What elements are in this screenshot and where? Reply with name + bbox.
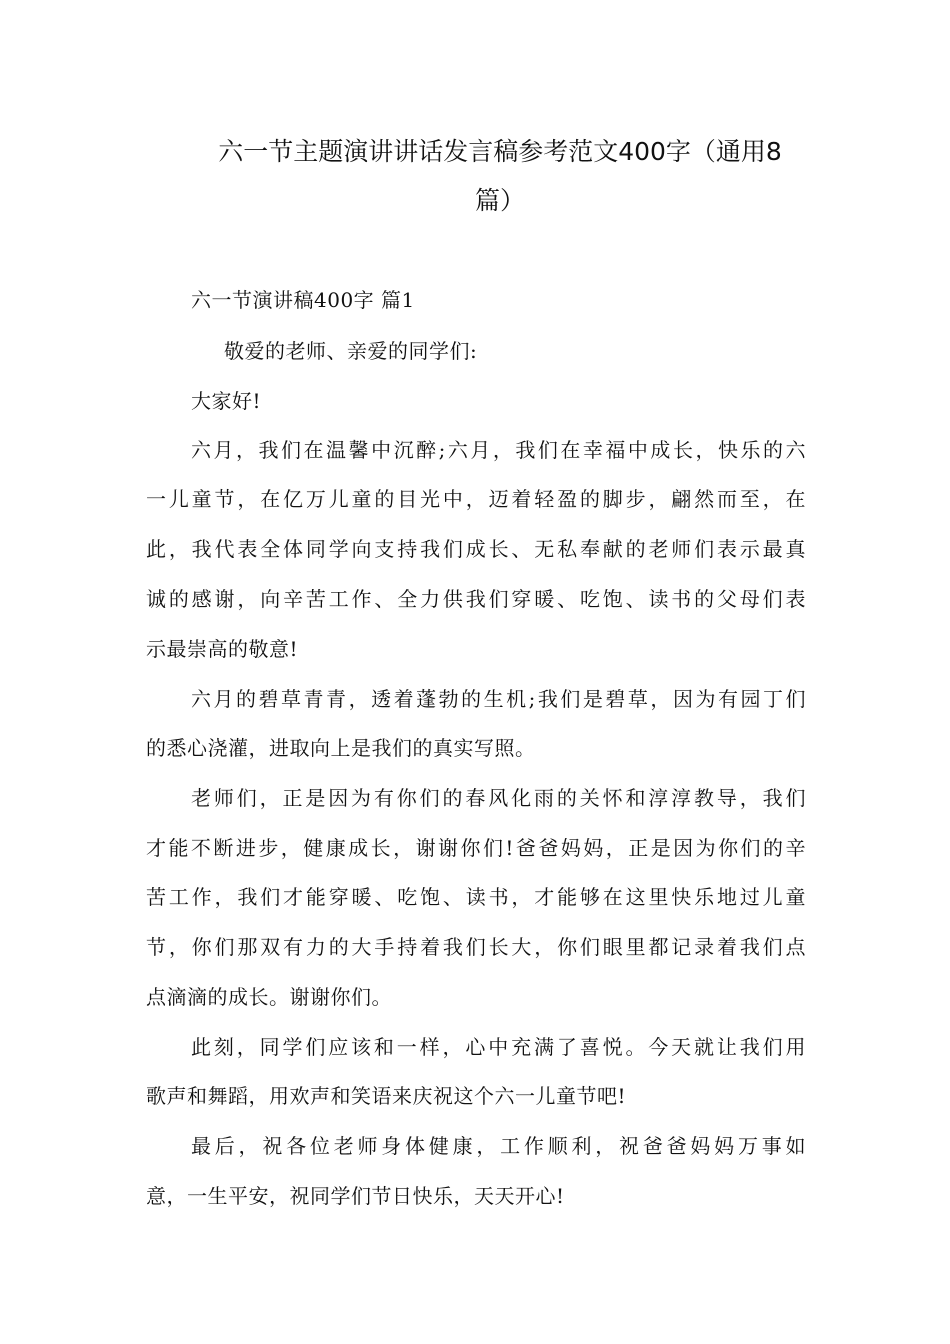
paragraph-3-line: 苦工作，我们才能穿暖、吃饱、读书，才能够在这里快乐地过儿童 <box>146 885 806 909</box>
salutation: 敬爱的老师、亲爱的同学们: <box>224 339 478 363</box>
paragraph-4-line: 此刻，同学们应该和一样，心中充满了喜悦。今天就让我们用 <box>191 1035 806 1059</box>
paragraph-1-line: 此，我代表全体同学向支持我们成长、无私奉献的老师们表示最真 <box>146 537 806 561</box>
paragraph-2-line: 六月的碧草青青，透着蓬勃的生机;我们是碧草，因为有园丁们 <box>191 687 806 711</box>
document-title-line-1: 六一节主题演讲讲话发言稿参考范文400字（通用8 <box>218 137 782 166</box>
paragraph-5-line: 最后，祝各位老师身体健康，工作顺利，祝爸爸妈妈万事如 <box>191 1134 806 1158</box>
greeting: 大家好! <box>191 389 262 413</box>
document-title-line-2: 篇） <box>474 186 525 215</box>
paragraph-3-line: 老师们，正是因为有你们的春风化雨的关怀和淳淳教导，我们 <box>191 786 806 810</box>
paragraph-1-line: 诚的感谢，向辛苦工作、全力供我们穿暖、吃饱、读书的父母们表 <box>146 587 806 611</box>
paragraph-3-line: 节，你们那双有力的大手持着我们长大，你们眼里都记录着我们点 <box>146 935 806 959</box>
paragraph-4-line: 歌声和舞蹈，用欢声和笑语来庆祝这个六一儿童节吧! <box>146 1084 627 1108</box>
paragraph-1-line: 一儿童节，在亿万儿童的目光中，迈着轻盈的脚步，翩然而至，在 <box>146 487 806 511</box>
paragraph-2-line: 的悉心浇灌，进取向上是我们的真实写照。 <box>146 736 536 760</box>
paragraph-5-line: 意，一生平安，祝同学们节日快乐，天天开心! <box>146 1184 565 1208</box>
section-heading: 六一节演讲稿400字 篇1 <box>191 288 415 312</box>
paragraph-3-line: 点滴滴的成长。谢谢你们。 <box>146 985 392 1009</box>
paragraph-1-line: 六月，我们在温馨中沉醉;六月，我们在幸福中成长，快乐的六 <box>191 438 806 462</box>
paragraph-3-line: 才能不断进步，健康成长，谢谢你们!爸爸妈妈，正是因为你们的辛 <box>146 836 806 860</box>
paragraph-1-line: 示最崇高的敬意! <box>146 637 299 661</box>
